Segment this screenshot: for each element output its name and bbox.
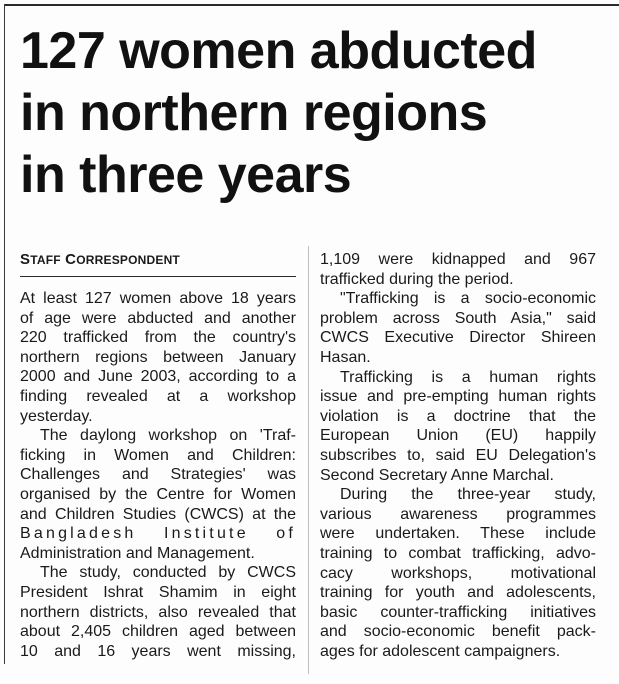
left-rule <box>4 4 5 664</box>
text-line: and Children Studies (CWCS) at the <box>20 505 296 523</box>
text-line: organised by the Centre for Women <box>20 485 296 503</box>
text-line: about 2,405 children aged between <box>20 623 296 641</box>
headline-line: 127 women abducted <box>20 22 537 80</box>
text-line: "Trafficking is a socio-economic <box>340 290 596 308</box>
text-line: issue and pre-empting human rights <box>320 388 596 406</box>
text-line: ficking in Women and Children: <box>20 446 296 464</box>
text-line: Hasan. <box>320 348 371 366</box>
text-line: yesterday. <box>20 407 93 425</box>
text-line: At least 127 women above 18 years <box>20 290 296 307</box>
text-line: ages for adolescent campaigners. <box>320 642 561 660</box>
text-line: Bangladesh Institute of <box>20 525 296 543</box>
text-line: of age were abducted and another <box>20 309 296 327</box>
text-line: The study, conducted by CWCS <box>40 564 296 582</box>
article-column-right <box>320 250 596 661</box>
text-line: The daylong workshop on 'Traf- <box>40 427 296 445</box>
top-rule <box>4 4 619 6</box>
text-line: 220 trafficked from the country's <box>20 329 296 347</box>
text-line: various awareness programmes <box>320 505 596 523</box>
text-line: were undertaken. These include <box>320 525 596 543</box>
text-line: northern districts, also revealed that <box>20 603 296 621</box>
text-line: violation is a doctrine that the <box>320 407 596 425</box>
text-line: problem across South Asia," said <box>320 309 596 327</box>
text-line: training to combat trafficking, advo- <box>320 544 596 562</box>
text-line: CWCS Executive Director Shireen <box>320 329 596 347</box>
text-line: Trafficking is a human rights <box>340 368 596 386</box>
text-line: cacy workshops, motivational <box>320 564 596 582</box>
text-line: 1,109 were kidnapped and 967 <box>320 251 596 268</box>
text-line: training for youth and adolescents, <box>320 584 596 602</box>
text-line: basic counter-trafficking initiatives <box>320 603 596 621</box>
text-line: and socio-economic benefit pack- <box>320 623 596 641</box>
text-line: Administration and Management. <box>20 544 255 562</box>
text-line: northern regions between January <box>20 348 296 366</box>
text-line: trafficked during the period. <box>320 270 514 288</box>
text-line: European Union (EU) happily <box>320 427 596 445</box>
text-line: subscribes to, said EU Delegation's <box>320 446 596 464</box>
text-line: During the three-year study, <box>340 486 596 504</box>
text-line: 10 and 16 years went missing, <box>20 642 296 660</box>
headline-line: in northern regions <box>20 84 488 142</box>
column-divider <box>308 246 309 674</box>
byline: STAFF CORRESPONDENT <box>20 250 296 277</box>
article-column-left <box>20 250 296 661</box>
text-line: President Ishrat Shamim in eight <box>20 583 296 601</box>
headline <box>20 20 610 206</box>
text-line: finding revealed at a workshop <box>20 387 296 405</box>
text-line: 2000 and June 2003, according to a <box>20 368 296 386</box>
text-line: Challenges and Strategies' was <box>20 466 296 484</box>
headline-line: in three years <box>20 146 352 204</box>
text-line: Second Secretary Anne Marchal. <box>320 466 554 484</box>
